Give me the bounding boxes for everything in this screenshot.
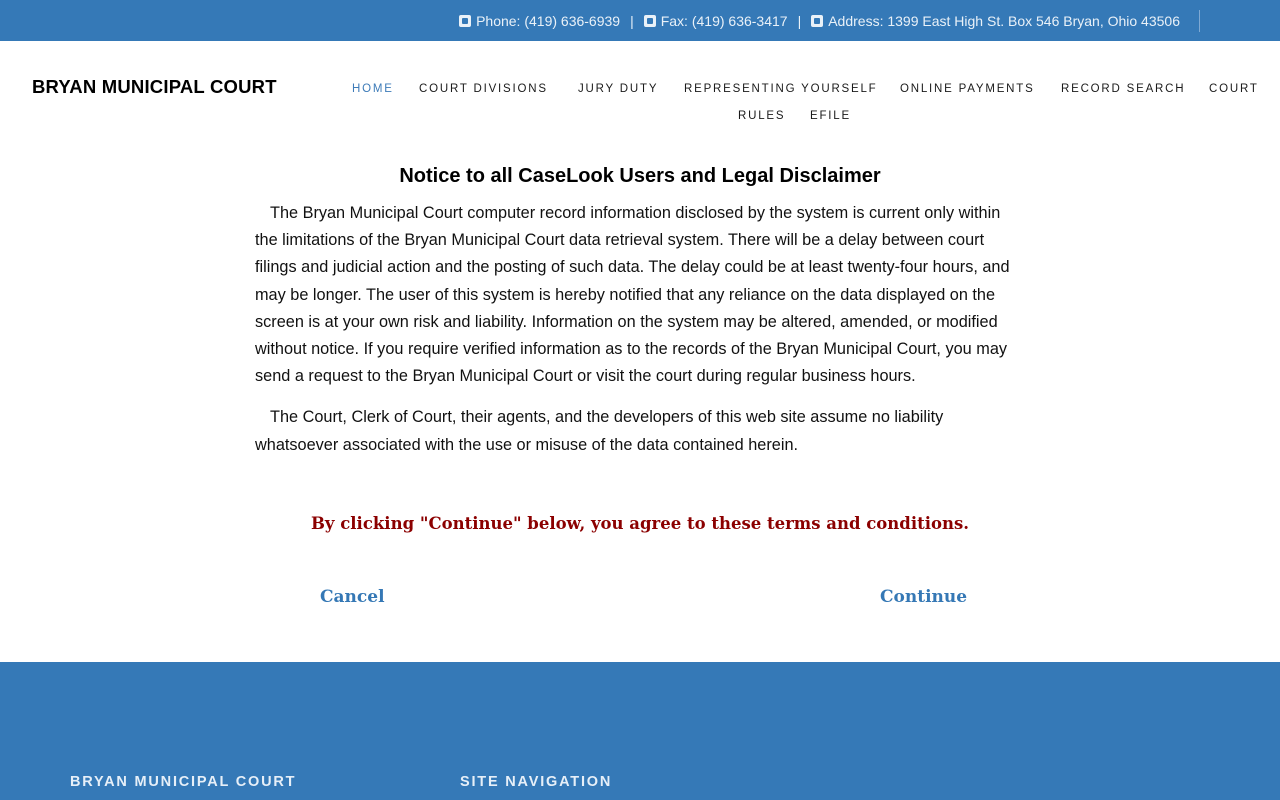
nav-court-rules-line1[interactable]: COURT (1209, 83, 1259, 95)
fax-info (644, 13, 788, 29)
phone-icon (459, 15, 471, 27)
disclaimer-paragraph: The Bryan Municipal Court computer record information disclosed by the system is current only within the limitations of the Bryan Municipal Court data retrieval system. There will be a delay between court filings and judicial action and the posting of such data. The delay could be at least twenty-four hours, and may be longer. The user of this system is hereby notified that any reliance on the data displayed on the screen is at your own risk and liability. Information on the system may be altered, amended, or modified without notice. If you require verified information as to the records of the Bryan Municipal Court, you may send a request to the Bryan Municipal Court or visit the court during regular business hours. (255, 204, 1010, 386)
site-brand[interactable]: BRYAN MUNICIPAL COURT (32, 76, 277, 97)
cancel-button[interactable]: Cancel (320, 587, 385, 607)
disclaimer-notice (255, 165, 1025, 459)
nav-representing-yourself[interactable]: REPRESENTING YOURSELF (684, 83, 878, 95)
continue-button[interactable]: Continue (880, 587, 968, 607)
address-info (811, 13, 1180, 29)
fax-icon (644, 15, 656, 27)
footer-court-heading: BRYAN MUNICIPAL COURT (70, 774, 297, 790)
address-text: Address: 1399 East High St. Box 546 Bryan, Ohio 43506 (828, 12, 1180, 29)
nav-home[interactable]: HOME (352, 83, 394, 95)
contact-info (459, 0, 1180, 41)
phone-info (459, 13, 620, 29)
separator: | (630, 12, 634, 29)
nav-online-payments[interactable]: ONLINE PAYMENTS (900, 83, 1035, 95)
agreement-notice: By clicking "Continue" below, you agree to these terms and conditions. (310, 514, 970, 533)
nav-efile[interactable]: EFILE (810, 110, 851, 122)
liability-paragraph: The Court, Clerk of Court, their agents, and the developers of this web site assume no liability whatsoever associated with the use or misuse of the data contained herein. (255, 408, 944, 454)
fax-text: Fax: (419) 636-3417 (660, 12, 788, 29)
address-card-icon (811, 15, 823, 27)
nav-jury-duty[interactable]: JURY DUTY (578, 83, 659, 95)
nav-record-search[interactable]: RECORD SEARCH (1061, 83, 1186, 95)
topbar-divider (1199, 10, 1200, 32)
notice-title: Notice to all CaseLook Users and Legal Disclaimer (399, 165, 881, 187)
nav-court-divisions[interactable]: COURT DIVISIONS (419, 83, 548, 95)
phone-text: Phone: (419) 636-6939 (476, 12, 621, 29)
nav-court-rules-line2[interactable]: RULES (738, 110, 786, 122)
top-contact-bar (0, 0, 1280, 41)
footer-navigation-heading: SITE NAVIGATION (460, 774, 613, 790)
site-footer (0, 662, 1280, 800)
separator: | (797, 12, 802, 29)
